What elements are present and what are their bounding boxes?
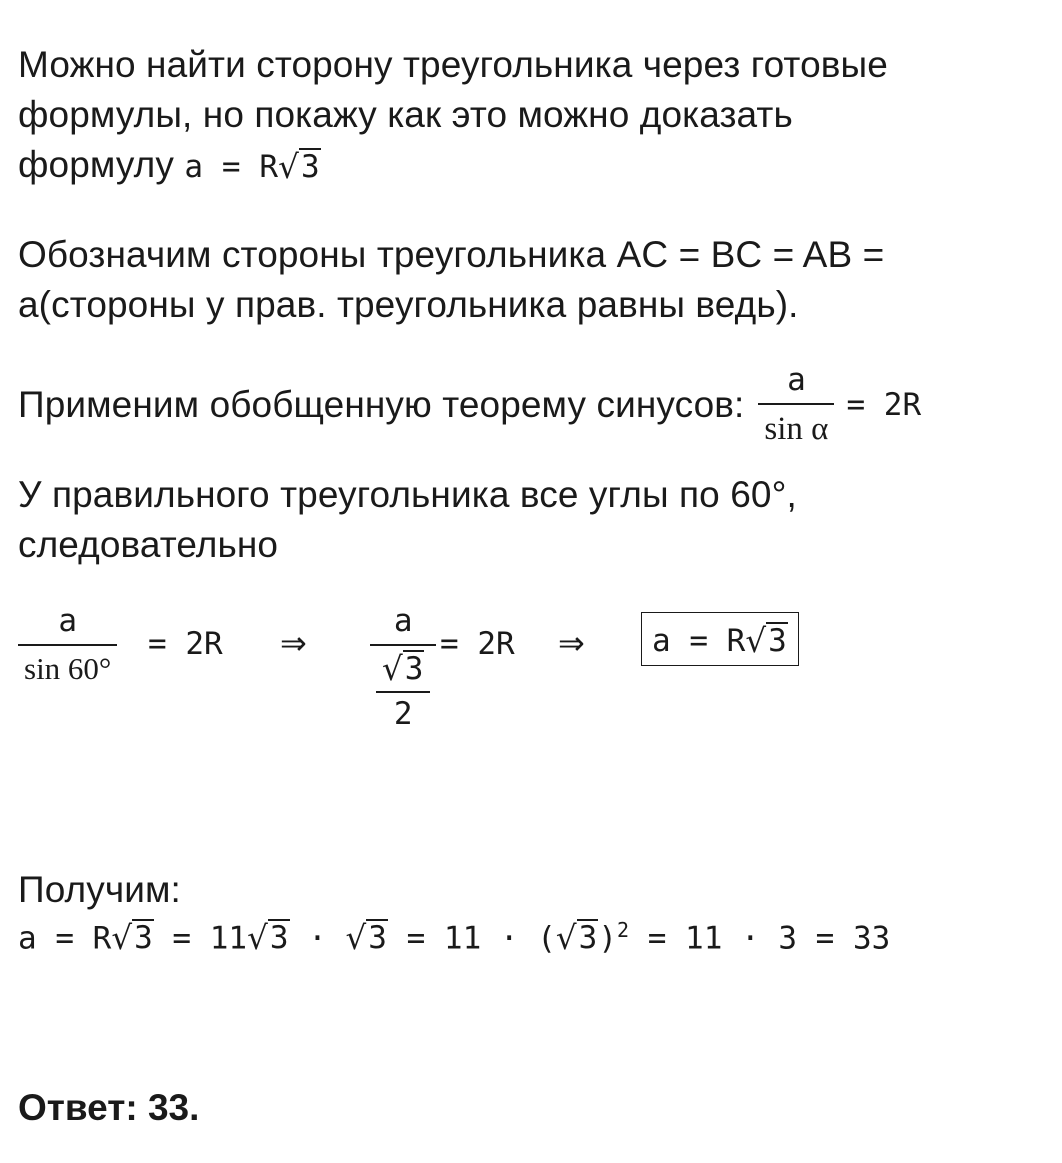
intro-line-3-prefix: формулу — [18, 144, 174, 185]
derivation-fraction-2 — [370, 604, 436, 731]
result-part-3: = 11 · ( — [387, 920, 556, 957]
result-radicand-4: 3 — [578, 920, 598, 957]
result-radicand-1: 3 — [134, 920, 153, 957]
answer: Ответ: 33. — [18, 1087, 200, 1128]
result-part-1: a = R — [18, 920, 112, 957]
intro-line-2: формулы, но покажу как это можно доказать — [18, 94, 793, 135]
derivation-fraction-2-numerator: a — [393, 603, 413, 639]
angles-line-1: У правильного треугольника все углы по 60°, — [18, 474, 797, 515]
result-radicand-3: 3 — [368, 920, 387, 957]
result-sqrt-3: √3 — [345, 919, 387, 958]
result-part-2: = 11 — [153, 920, 248, 957]
derivation-boxed-result — [641, 612, 799, 666]
derivation-fraction-1-denominator: sin 60° — [24, 651, 112, 687]
result-part-4: ) — [598, 920, 617, 957]
derivation-fraction-1 — [18, 604, 117, 686]
derivation-inner-denominator: 2 — [393, 695, 413, 732]
derivation-boxed-lhs: a = R — [652, 623, 746, 659]
result-sqrt-4: √3 — [555, 919, 598, 958]
sine-theorem-fraction — [758, 363, 834, 447]
derivation-inner-radicand: 3 — [404, 651, 424, 688]
notation-line-2: a(стороны у прав. треугольника равны ведь). — [18, 284, 799, 325]
derivation-inner-fraction — [376, 650, 430, 731]
derivation-boxed-radicand: 3 — [768, 623, 787, 659]
result-radicand-2: 3 — [269, 920, 289, 957]
result-dot: · — [289, 920, 346, 957]
notation-paragraph — [18, 230, 884, 330]
derivation-boxed-sqrt: √3 — [745, 622, 787, 660]
sine-theorem-denominator: sin α — [764, 411, 829, 448]
notation-line-1: Обозначим стороны треугольника AC = BC = AB = — [18, 234, 885, 275]
intro-formula-radicand: 3 — [301, 149, 320, 185]
angles-line-2: следовательно — [18, 524, 279, 565]
angles-paragraph — [18, 470, 797, 570]
result-label: Получим: — [18, 869, 181, 910]
sine-theorem-rhs: = 2R — [846, 387, 922, 424]
derivation-chain — [18, 600, 1018, 760]
derivation-fraction-1-numerator: a — [58, 603, 77, 639]
sine-theorem-paragraph — [18, 363, 921, 447]
intro-formula — [184, 149, 320, 185]
result-equation — [18, 918, 890, 956]
result-paragraph — [18, 865, 181, 915]
derivation-eq-2: = 2R — [440, 626, 515, 662]
derivation-fraction-2-denominator — [370, 646, 436, 731]
intro-formula-sqrt: √3 — [278, 148, 320, 186]
derivation-eq-1: = 2R — [148, 626, 223, 662]
result-exponent: 2 — [617, 918, 630, 942]
derivation-inner-numerator — [376, 650, 430, 691]
derivation-implies-arrow-1: ⇒ — [280, 624, 307, 662]
intro-line-1: Можно найти сторону треугольника через готовые — [18, 44, 888, 85]
sine-theorem-numerator: a — [787, 362, 806, 398]
result-sqrt-2: √3 — [247, 919, 289, 958]
sine-theorem-text: Применим обобщенную теорему синусов: — [18, 384, 745, 426]
derivation-implies-arrow-2: ⇒ — [558, 624, 585, 662]
result-sqrt-1: √3 — [111, 919, 153, 958]
intro-paragraph — [18, 40, 888, 192]
intro-formula-lhs: a = R — [184, 149, 279, 185]
intro-line-3 — [18, 140, 888, 192]
derivation-inner-sqrt: √3 — [382, 650, 424, 689]
result-part-5: = 11 · 3 = 33 — [629, 920, 891, 957]
